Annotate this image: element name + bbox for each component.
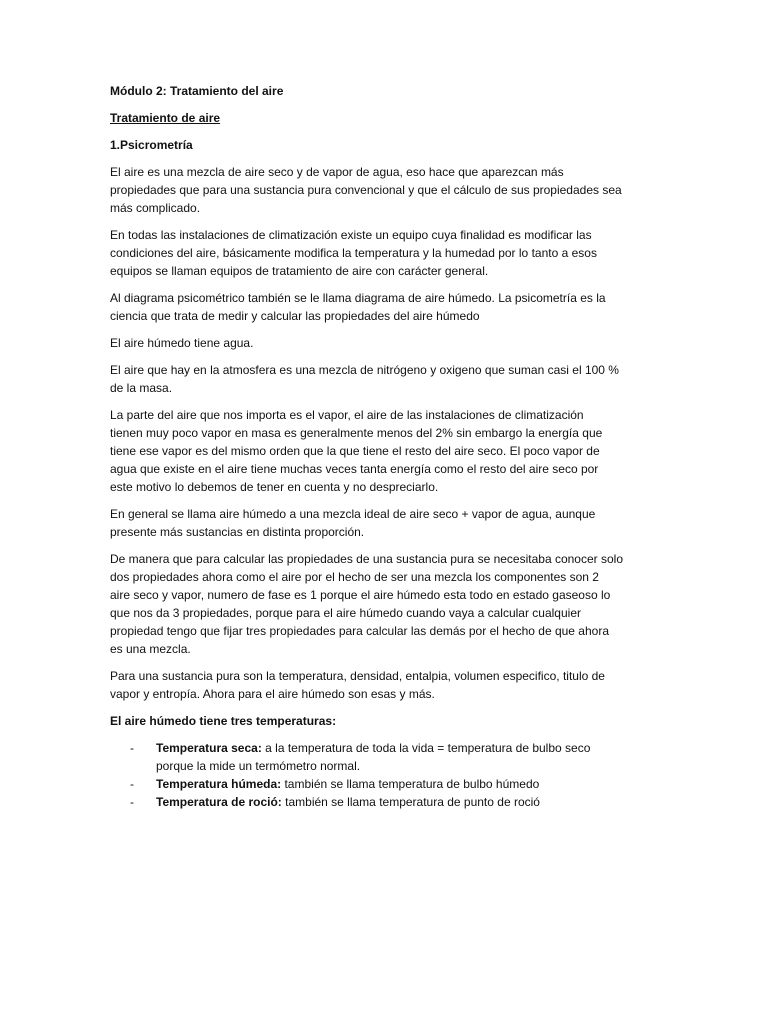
paragraph-line: ciencia que trata de medir y calcular las propiedades del aire húmedo	[110, 309, 480, 323]
paragraph-line: de la masa.	[110, 381, 173, 395]
paragraph-line: En general se llama aire húmedo a una mezcla ideal de aire seco + vapor de agua, aunque	[110, 507, 596, 521]
paragraph-9	[110, 667, 662, 703]
paragraph-line: agua que existe en el aire tiene muchas veces tanta energía como el resto del aire seco por	[110, 462, 599, 476]
paragraph-line: El aire que hay en la atmosfera es una mezcla de nitrógeno y oxigeno que suman casi el 100 %	[110, 363, 619, 377]
paragraph-line: De manera que para calcular las propiedades de una sustancia pura se necesitaba conocer solo	[110, 552, 623, 566]
paragraph-6	[110, 406, 662, 496]
list-item-term: Temperatura húmeda:	[156, 777, 282, 791]
subsection-title: 1.Psicrometría	[110, 138, 193, 152]
paragraph-4	[110, 334, 662, 352]
temperature-list	[110, 739, 662, 811]
section-title: Tratamiento de aire	[110, 111, 221, 125]
list-item-text: también se llama temperatura de bulbo húmedo	[281, 777, 540, 791]
paragraph-line: Al diagrama psicométrico también se le llama diagrama de aire húmedo. La psicometría es la	[110, 291, 606, 305]
paragraph-line: La parte del aire que nos importa es el vapor, el aire de las instalaciones de climatización	[110, 408, 584, 422]
paragraph-line: En todas las instalaciones de climatización existe un equipo cuya finalidad es modificar las	[110, 228, 592, 242]
paragraph-line: tiene ese vapor es del mismo orden que la que tiene el resto del aire seco. El poco vapor de	[110, 444, 600, 458]
paragraph-2	[110, 226, 662, 280]
paragraph-line: presente más sustancias en distinta proporción.	[110, 525, 365, 539]
paragraph-line: es una mezcla.	[110, 642, 191, 656]
list-item	[110, 775, 662, 793]
paragraph-3	[110, 289, 662, 325]
paragraph-line: aire seco y vapor, numero de fase es 1 porque el aire húmedo esta todo en estado gaseoso lo	[110, 588, 611, 602]
list-item	[110, 739, 662, 775]
list-item-text: también se llama temperatura de punto de roció	[281, 795, 540, 809]
paragraph-line: propiedad tengo que fijar tres propiedades para calcular las demás por el hecho de que ahora	[110, 624, 609, 638]
list-dash: -	[130, 795, 134, 809]
paragraph-8	[110, 550, 662, 658]
list-dash: -	[130, 777, 134, 791]
paragraph-line: tienen muy poco vapor en masa es generalmente menos del 2% sin embargo la energía que	[110, 426, 603, 440]
list-item-line	[156, 739, 662, 757]
list-item-line	[156, 775, 662, 793]
paragraph-line: El aire húmedo tiene agua.	[110, 336, 254, 350]
list-item-term: Temperatura seca:	[156, 741, 262, 755]
document-body	[110, 82, 662, 811]
list-heading: El aire húmedo tiene tres temperaturas:	[110, 714, 337, 728]
paragraph-line: propiedades que para una sustancia pura convencional y que el cálculo de sus propiedades sea	[110, 183, 622, 197]
list-item	[110, 793, 662, 811]
list-dash: -	[130, 741, 134, 755]
paragraph-line: este motivo lo debemos de tener en cuenta y no despreciarlo.	[110, 480, 439, 494]
paragraph-line: Para una sustancia pura son la temperatura, densidad, entalpia, volumen especifico, titulo de	[110, 669, 605, 683]
paragraph-line: más complicado.	[110, 201, 201, 215]
document-title: Módulo 2: Tratamiento del aire	[110, 84, 284, 98]
paragraph-1	[110, 163, 662, 217]
list-item-continuation: porque la mide un termómetro normal.	[156, 759, 361, 773]
paragraph-line: que nos da 3 propiedades, porque para el aire húmedo cuando vaya a calcular cualquier	[110, 606, 581, 620]
paragraph-5	[110, 361, 662, 397]
list-item-line	[156, 793, 662, 811]
paragraph-line: vapor y entropía. Ahora para el aire húmedo son esas y más.	[110, 687, 435, 701]
list-item-term: Temperatura de roció:	[156, 795, 282, 809]
list-item-text: a la temperatura de toda la vida = temperatura de bulbo seco	[261, 741, 591, 755]
paragraph-line: equipos se llaman equipos de tratamiento de aire con carácter general.	[110, 264, 489, 278]
paragraph-line: condiciones del aire, básicamente modifica la temperatura y la humedad por lo tanto a esos	[110, 246, 597, 260]
paragraph-7	[110, 505, 662, 541]
paragraph-line: El aire es una mezcla de aire seco y de vapor de agua, eso hace que aparezcan más	[110, 165, 564, 179]
paragraph-line: dos propiedades ahora como el aire por el hecho de ser una mezcla los componentes son 2	[110, 570, 599, 584]
